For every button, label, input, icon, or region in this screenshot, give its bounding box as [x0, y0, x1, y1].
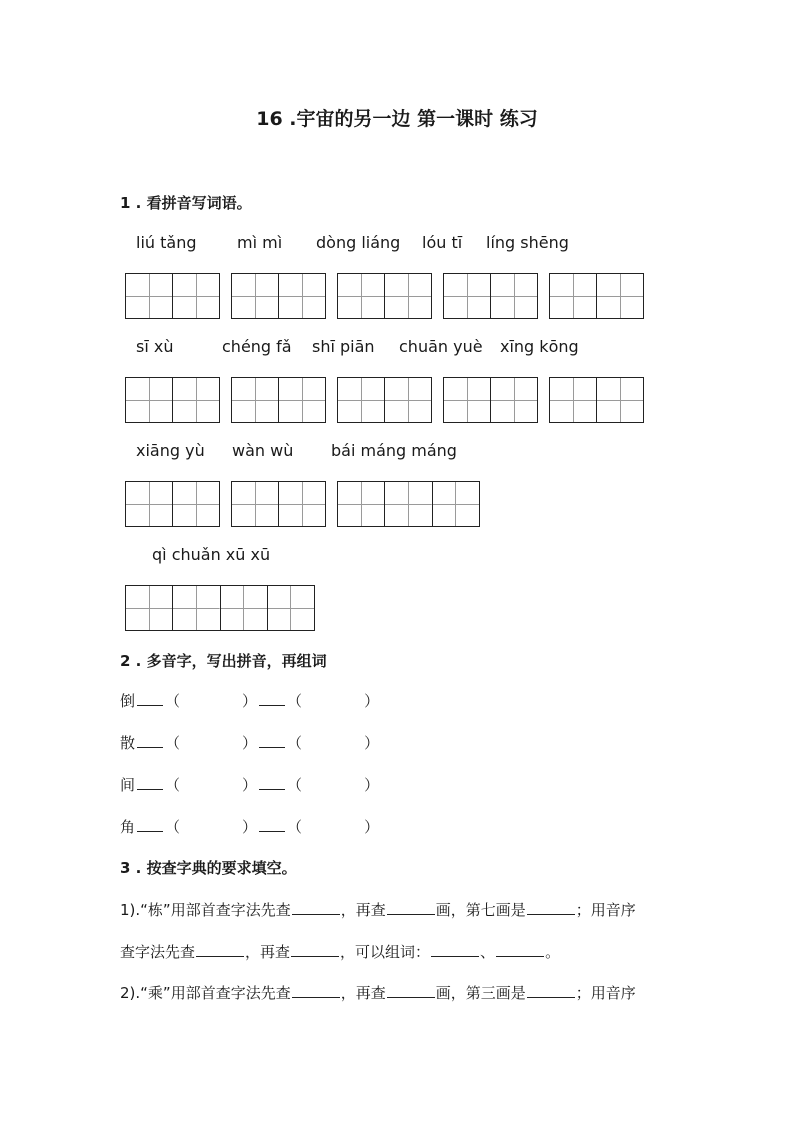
question-text: ，再查	[245, 943, 291, 961]
question-text: 画，第七画是	[435, 901, 526, 919]
polyphone-row	[120, 690, 379, 711]
tianzige-box[interactable]	[125, 481, 220, 527]
question-text: ，再查	[340, 901, 386, 919]
answer-blank[interactable]	[292, 900, 340, 915]
pinyin-label: bái máng máng	[331, 441, 457, 460]
dictionary-question-2-line-1	[120, 982, 636, 1003]
answer-blank[interactable]	[387, 900, 435, 915]
paren-close: ）	[364, 818, 380, 836]
paren-open: （	[165, 818, 181, 836]
question-text: 2).“乘”用部首查字法先查	[120, 984, 291, 1002]
paren-open: （	[287, 692, 303, 710]
pinyin-label: xiāng yù	[136, 441, 205, 460]
tianzige-box[interactable]	[337, 273, 432, 319]
paren-close: ）	[364, 692, 380, 710]
section-2-heading: 2 . 多音字，写出拼音，再组词	[120, 652, 327, 670]
paren-close: ）	[242, 818, 258, 836]
question-text: 。	[545, 943, 561, 961]
paren-open: （	[287, 776, 303, 794]
paren-open: （	[165, 692, 181, 710]
paren-close: ）	[242, 692, 258, 710]
paren-close: ）	[364, 734, 380, 752]
tianzige-box[interactable]	[125, 585, 315, 631]
tianzige-box[interactable]	[549, 377, 644, 423]
pinyin-label: mì mì	[237, 233, 283, 252]
answer-blank[interactable]	[387, 983, 435, 998]
answer-blank[interactable]	[527, 983, 575, 998]
tianzige-box[interactable]	[125, 377, 220, 423]
pinyin-label: chéng fǎ	[222, 337, 292, 356]
polyphone-row	[120, 816, 379, 837]
question-text: 画，第三画是	[435, 984, 526, 1002]
question-text: 1).“栋”用部首查字法先查	[120, 901, 291, 919]
polyphone-char: 间	[120, 776, 136, 794]
answer-blank[interactable]	[431, 942, 479, 957]
answer-blank[interactable]	[196, 942, 244, 957]
question-text: ；用音序	[575, 984, 636, 1002]
pinyin-blank[interactable]	[259, 775, 285, 790]
answer-blank[interactable]	[496, 942, 544, 957]
pinyin-blank[interactable]	[259, 691, 285, 706]
polyphone-char: 倒	[120, 692, 136, 710]
polyphone-row	[120, 732, 379, 753]
pinyin-label: líng shēng	[486, 233, 569, 252]
answer-blank[interactable]	[527, 900, 575, 915]
pinyin-label: dòng liáng	[316, 233, 401, 252]
polyphone-char: 散	[120, 734, 136, 752]
section-1-heading: 1 . 看拼音写词语。	[120, 194, 252, 212]
pinyin-label: wàn wù	[232, 441, 294, 460]
question-text: ，可以组词：	[340, 943, 431, 961]
pinyin-label: lóu tī	[422, 233, 463, 252]
pinyin-label: qì chuǎn xū xū	[152, 545, 271, 564]
paren-close: ）	[242, 776, 258, 794]
tianzige-box[interactable]	[443, 273, 538, 319]
pinyin-label: liú tǎng	[136, 233, 197, 252]
paren-close: ）	[242, 734, 258, 752]
pinyin-blank[interactable]	[137, 733, 163, 748]
pinyin-blank[interactable]	[137, 691, 163, 706]
question-text: ；用音序	[575, 901, 636, 919]
page-title: 16 .宇宙的另一边 第一课时 练习	[256, 108, 538, 130]
paren-open: （	[165, 734, 181, 752]
tianzige-box[interactable]	[231, 481, 326, 527]
answer-blank[interactable]	[292, 983, 340, 998]
dictionary-question-1-line-1	[120, 899, 636, 920]
polyphone-row	[120, 774, 379, 795]
pinyin-blank[interactable]	[259, 817, 285, 832]
section-3-heading: 3 . 按查字典的要求填空。	[120, 859, 297, 877]
paren-open: （	[287, 734, 303, 752]
paren-open: （	[165, 776, 181, 794]
dictionary-question-1-line-2	[120, 941, 560, 962]
pinyin-blank[interactable]	[259, 733, 285, 748]
tianzige-box[interactable]	[337, 481, 480, 527]
tianzige-box[interactable]	[231, 273, 326, 319]
tianzige-box[interactable]	[231, 377, 326, 423]
paren-close: ）	[364, 776, 380, 794]
tianzige-box[interactable]	[549, 273, 644, 319]
question-text: ，再查	[340, 984, 386, 1002]
tianzige-box[interactable]	[443, 377, 538, 423]
paren-open: （	[287, 818, 303, 836]
tianzige-box[interactable]	[337, 377, 432, 423]
tianzige-box[interactable]	[125, 273, 220, 319]
pinyin-label: chuān yuè	[399, 337, 483, 356]
pinyin-blank[interactable]	[137, 817, 163, 832]
pinyin-blank[interactable]	[137, 775, 163, 790]
pinyin-label: xīng kōng	[500, 337, 579, 356]
pinyin-label: sī xù	[136, 337, 174, 356]
question-text: 、	[480, 943, 496, 961]
pinyin-label: shī piān	[312, 337, 375, 356]
answer-blank[interactable]	[291, 942, 339, 957]
polyphone-char: 角	[120, 818, 136, 836]
question-text: 查字法先查	[120, 943, 196, 961]
